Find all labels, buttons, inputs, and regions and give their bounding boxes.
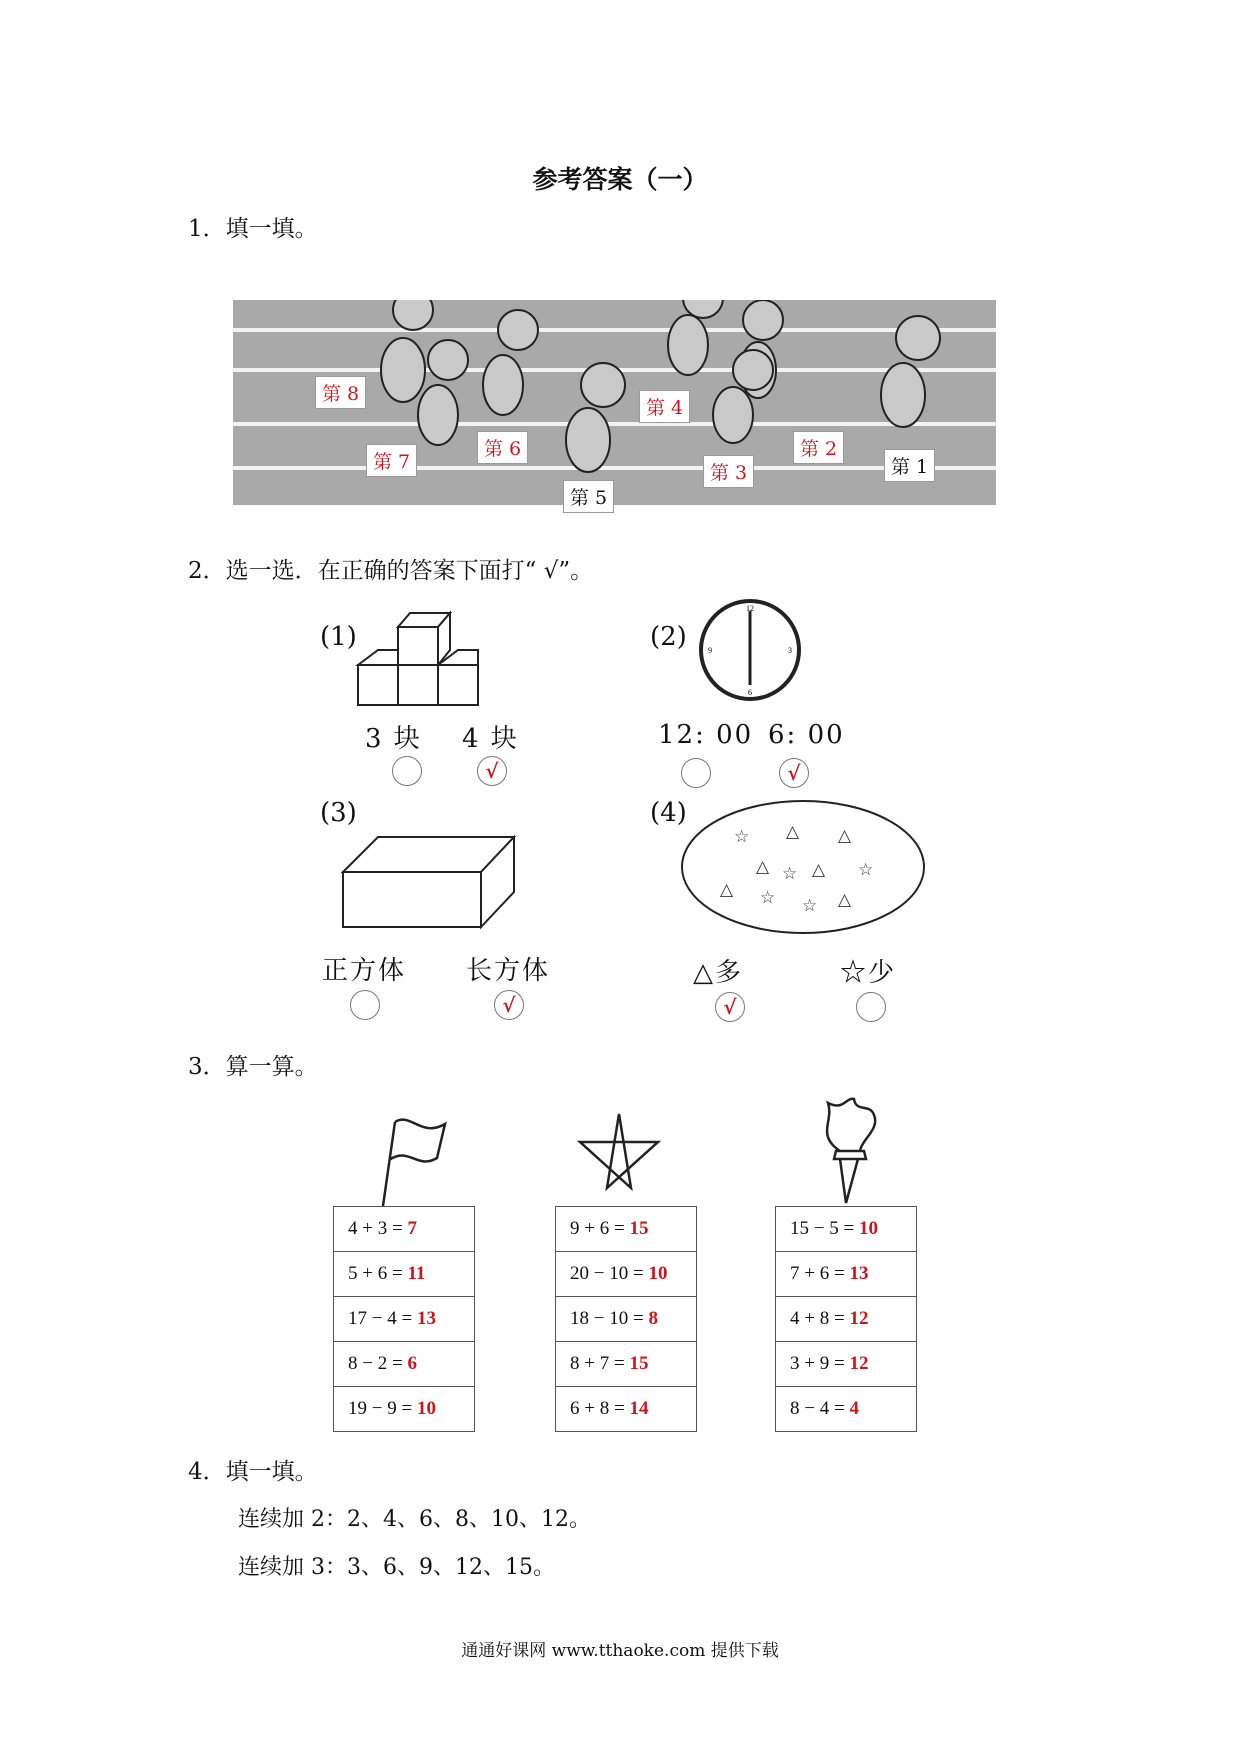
part-4-option-a: △多 (693, 958, 743, 988)
running-track-illustration (233, 300, 996, 509)
cube-stack-icon (350, 605, 490, 710)
equation-expr: 17 − 4 = (348, 1308, 417, 1329)
runner-label-8: 第 8 (315, 376, 366, 409)
equation-answer: 13 (849, 1263, 869, 1284)
equation-expr: 18 − 10 = (570, 1308, 649, 1329)
part-4-option-b: ☆少 (840, 958, 897, 988)
page-title: 参考答案（一） (532, 165, 708, 194)
flag-icon (375, 1112, 455, 1208)
part-1-option-b: 4 块 (462, 724, 519, 754)
runner-label-3: 第 3 (703, 455, 754, 488)
equation-answer: 11 (407, 1263, 426, 1284)
clock-number-9: 9 (708, 646, 712, 655)
equation-answer: 14 (629, 1398, 649, 1419)
equation-answer: 12 (849, 1353, 869, 1374)
runner-label-5: 第 5 (563, 480, 614, 513)
equation-expr: 19 − 9 = (348, 1398, 417, 1419)
equation-expr: 15 − 5 = (790, 1218, 859, 1239)
triangles-and-stars-ellipse (678, 797, 928, 937)
part-1-choice-b-circle[interactable] (477, 756, 507, 786)
svg-text:☆: ☆ (802, 896, 818, 916)
svg-text:☆: ☆ (760, 888, 776, 908)
equation-table-star (555, 1206, 697, 1432)
equation-table-flag (333, 1206, 475, 1432)
equation-expr: 8 + 7 = (570, 1353, 630, 1374)
table-row (776, 1342, 917, 1387)
table-row (776, 1297, 917, 1342)
svg-text:△: △ (812, 860, 826, 880)
table-row (556, 1252, 697, 1297)
equation-expr: 8 − 4 = (790, 1398, 850, 1419)
part-4-tag: (4) (650, 798, 687, 828)
table-row (334, 1342, 475, 1387)
equation-expr: 9 + 6 = (570, 1218, 630, 1239)
torch-icon (810, 1095, 890, 1207)
equation-expr: 20 − 10 = (570, 1263, 649, 1284)
svg-text:☆: ☆ (734, 827, 750, 847)
svg-text:△: △ (786, 822, 800, 842)
runner-label-4: 第 4 (639, 390, 690, 423)
svg-text:☆: ☆ (782, 864, 798, 884)
table-row (556, 1207, 697, 1252)
cuboid-icon (340, 832, 520, 932)
svg-text:△: △ (838, 890, 852, 910)
equation-answer: 7 (407, 1218, 417, 1239)
table-row (334, 1207, 475, 1252)
question-4-heading: 4．填一填。 (188, 1459, 318, 1485)
table-row (556, 1342, 697, 1387)
table-row (334, 1387, 475, 1432)
clock-number-12: 12 (746, 604, 754, 613)
table-row (334, 1297, 475, 1342)
sequence-add-2: 连续加 2：2、4、6、8、10、12。 (238, 1507, 591, 1532)
equation-answer: 15 (629, 1218, 649, 1239)
part-2-option-a: 12: 00 (658, 720, 754, 750)
svg-text:△: △ (720, 880, 734, 900)
check-mark-icon: √ (502, 993, 516, 1017)
part-1-tag: (1) (320, 622, 357, 652)
footer-credit: 通通好课网 www.tthaoke.com 提供下载 (461, 1641, 779, 1661)
equation-answer: 10 (416, 1398, 436, 1419)
equation-expr: 4 + 8 = (790, 1308, 850, 1329)
check-mark-icon: √ (723, 995, 737, 1019)
part-1-choice-a-circle[interactable] (392, 756, 422, 786)
runner-label-7: 第 7 (366, 444, 417, 477)
question-2-heading: 2．选一选．在正确的答案下面打“ √”。 (188, 558, 594, 584)
table-row (776, 1207, 917, 1252)
table-row (556, 1297, 697, 1342)
question-1-heading: 1．填一填。 (188, 216, 318, 242)
part-2-option-b: 6: 00 (768, 720, 845, 750)
part-3-option-b: 长方体 (466, 956, 551, 986)
equation-expr: 5 + 6 = (348, 1263, 408, 1284)
part-1-option-a: 3 块 (365, 724, 422, 754)
equation-answer: 12 (849, 1308, 869, 1329)
equation-answer: 4 (849, 1398, 859, 1419)
runner-label-2: 第 2 (793, 431, 844, 464)
part-2-choice-a-circle[interactable] (681, 758, 711, 788)
star-icon (576, 1110, 662, 1196)
table-row (776, 1387, 917, 1432)
check-mark-icon: √ (787, 761, 801, 785)
table-row (776, 1252, 917, 1297)
part-2-choice-b-circle[interactable] (779, 758, 809, 788)
equation-answer: 6 (407, 1353, 417, 1374)
part-3-choice-b-circle[interactable] (494, 990, 524, 1020)
part-3-choice-a-circle[interactable] (350, 990, 380, 1020)
part-2-tag: (2) (650, 622, 687, 652)
clock-number-6: 6 (748, 688, 752, 697)
clock-icon (697, 597, 803, 703)
equation-answer: 15 (629, 1353, 649, 1374)
equation-answer: 13 (416, 1308, 436, 1329)
table-row (556, 1387, 697, 1432)
part-3-tag: (3) (320, 798, 357, 828)
part-3-option-a: 正方体 (322, 956, 407, 986)
svg-text:△: △ (838, 826, 852, 846)
clock-number-3: 3 (788, 646, 792, 655)
part-4-choice-b-circle[interactable] (856, 992, 886, 1022)
runner-label-6: 第 6 (477, 431, 528, 464)
equation-expr: 4 + 3 = (348, 1218, 408, 1239)
svg-text:△: △ (756, 857, 770, 877)
equation-expr: 6 + 8 = (570, 1398, 630, 1419)
equation-expr: 3 + 9 = (790, 1353, 850, 1374)
equation-answer: 8 (648, 1308, 658, 1329)
check-mark-icon: √ (485, 759, 499, 783)
question-3-heading: 3．算一算。 (188, 1054, 318, 1080)
svg-text:☆: ☆ (858, 860, 874, 880)
runner-label-1: 第 1 (884, 449, 935, 482)
part-4-choice-a-circle[interactable] (715, 992, 745, 1022)
equation-expr: 7 + 6 = (790, 1263, 850, 1284)
equation-expr: 8 − 2 = (348, 1353, 408, 1374)
equation-table-torch (775, 1206, 917, 1432)
equation-answer: 10 (858, 1218, 878, 1239)
table-row (334, 1252, 475, 1297)
equation-answer: 10 (648, 1263, 668, 1284)
sequence-add-3: 连续加 3：3、6、9、12、15。 (238, 1555, 555, 1580)
